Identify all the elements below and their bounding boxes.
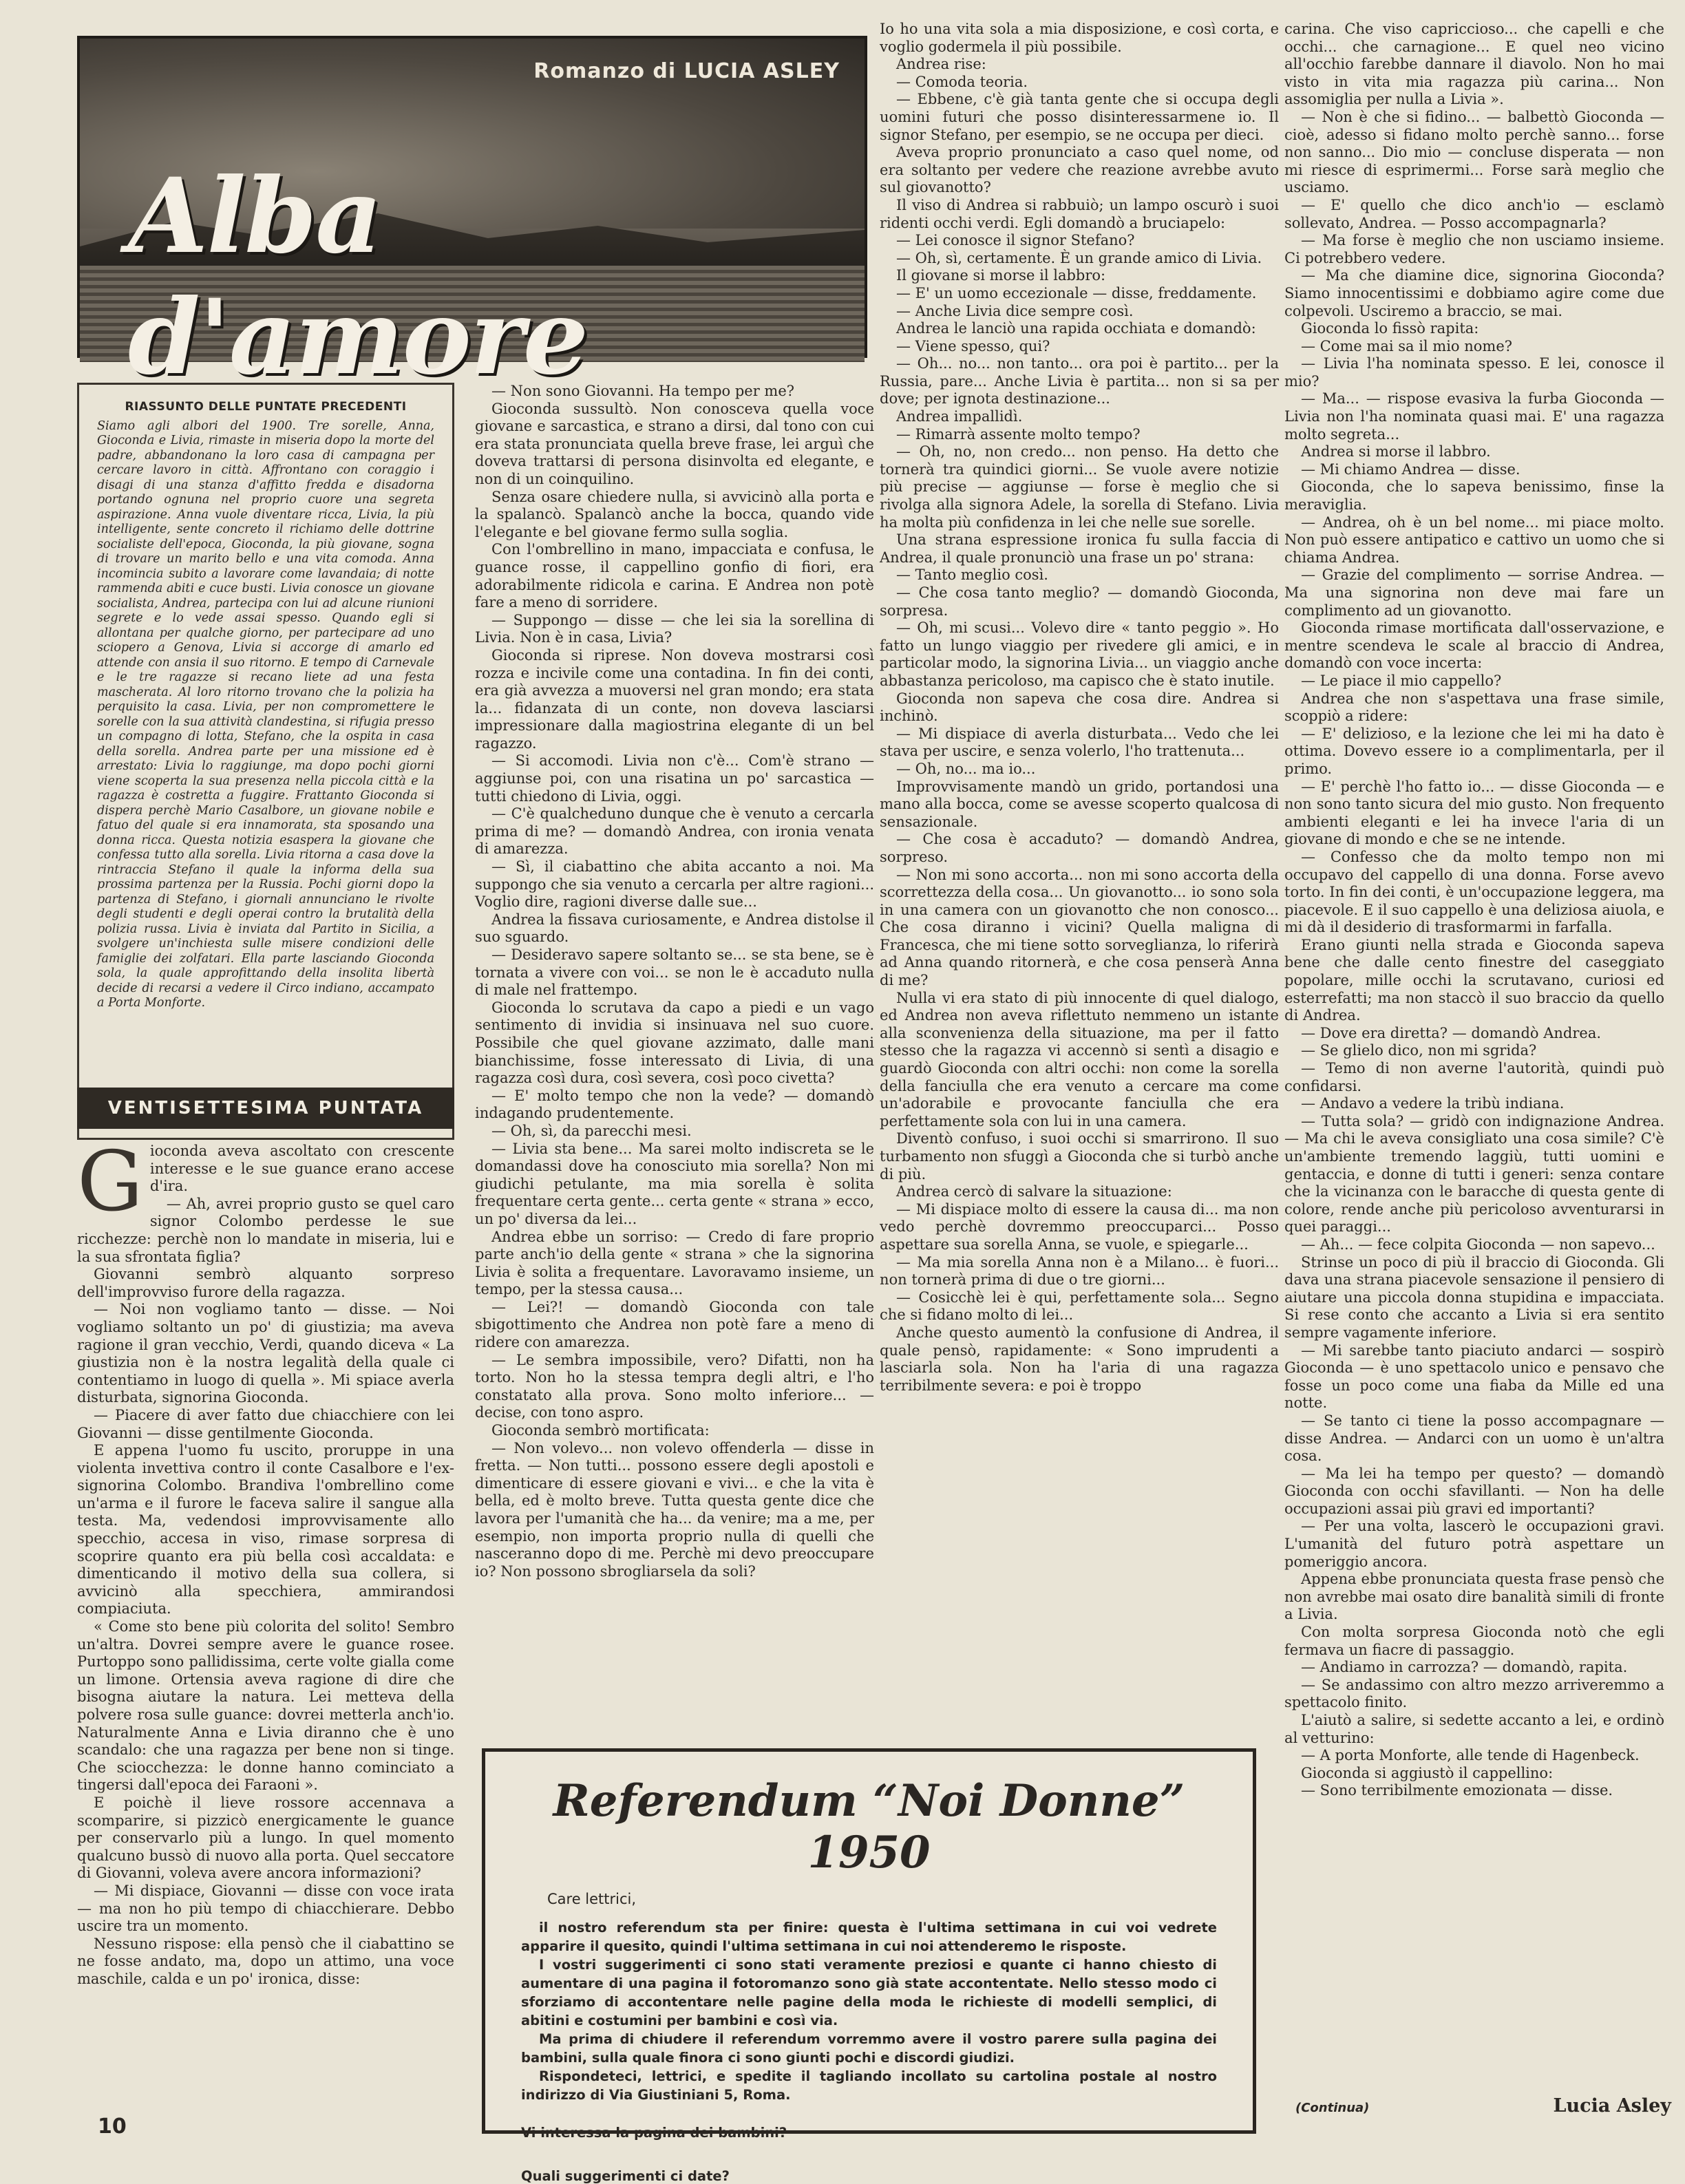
paragraph: — Mi dispiace, Giovanni — disse con voce irata — ma non ho più tempo di chiacchierare. Debbo uscire tra un momento. xyxy=(77,1882,454,1935)
paragraph: Gioconda si aggiustò il cappellino: xyxy=(1301,1764,1554,1781)
paragraph: Gioconda sembrò mortificata: xyxy=(491,1422,710,1439)
episode-banner: VENTISETTESIMA PUNTATA xyxy=(77,1088,454,1129)
paragraph: Una strana espressione ironica fu sulla faccia di Andrea, il quale pronunciò una frase un po' strana: xyxy=(880,531,1279,566)
paragraph: Con molta sorpresa Gioconda notò che egli fermava un fiacre di passaggio. xyxy=(1284,1624,1664,1658)
paragraph: L'aiutò a salire, si sedette accanto a lei, e ordinò al vetturino: xyxy=(1284,1712,1664,1746)
paragraph: Andrea ebbe un sorriso: — Credo di fare proprio parte anch'io della gente « strana » che la signorina Livia è solita a frequentare. Lavoravamo insieme, un tempo, per la stessa causa... xyxy=(475,1228,874,1298)
paragraph: — Se glielo dico, non mi sgrida? xyxy=(1301,1042,1537,1059)
paragraph: — A porta Monforte, alle tende di Hagenbeck. xyxy=(1301,1747,1640,1764)
paragraph: — Che cosa è accaduto? — domandò Andrea, sorpreso. xyxy=(880,831,1279,865)
paragraph: — Ebbene, c'è già tanta gente che si occupa degli uomini futuri che posso disinteressarmene io. Il signor Stefano, per esempio, se ne occupa per dieci. xyxy=(880,91,1279,143)
paragraph: Gioconda rimase mortificata dall'osservazione, e mentre scendeva le scale al braccio di Andrea, domandò con voce incerta: xyxy=(1284,619,1664,672)
paragraph: Erano giunti nella strada e Gioconda sapeva bene che dalle cento finestre del caseggiato popolare, mille occhi la scrutavano, curiosi ed esterrefatti; ma non staccò il suo braccio da quello di Andrea. xyxy=(1284,936,1664,1024)
paragraph: — Rimarrà assente molto tempo? xyxy=(896,425,1141,443)
referendum-paragraph: Rispondeteci, lettrici, e spedite il tagliando incollato su cartolina postale al nostro indirizzo di Via Giustiniani 5, Roma. xyxy=(521,2068,1217,2103)
paragraph: — E' delizioso, e la lezione che lei mi ha dato è ottima. Dovevo essere io a complimentarla, per il primo. xyxy=(1284,725,1664,777)
column-3 xyxy=(880,21,1279,1768)
paragraph: — Ma forse è meglio che non usciamo insieme. Ci potrebbero vedere. xyxy=(1284,232,1664,266)
paragraph: — E' quello che dico anch'io — esclamò sollevato, Andrea. — Posso accompagnarla? xyxy=(1284,196,1664,231)
paragraph: — Ma che diamine dice, signorina Gioconda? Siamo innocentissimi e dobbiamo agire come due colpevoli. Usciremo a braccio, se mai. xyxy=(1284,267,1664,319)
paragraph: Gioconda si riprese. Non doveva mostrarsi così rozza e incivile come una contadina. In fin dei conti, era già avvezza a muoversi nel gran mondo; era stata la... fidanzata di un conte, non doveva lasciarsi impressionare dalla magiostrina elegante di un bel ragazzo. xyxy=(475,646,874,752)
paragraph: Con l'ombrellino in mano, impacciata e confusa, le guance rosse, il cappellino gonfio di fiori, era adorabilmente ridicola e carina. E Andrea non potè fare a meno di sorridere. xyxy=(475,541,874,611)
paragraph: Aveva proprio pronunciato a caso quel nome, od era soltanto per vedere che reazione avrebbe avuto sul giovanotto? xyxy=(880,144,1279,196)
paragraph: — Livia sta bene... Ma sarei molto indiscreta se le domandassi dove ha conosciuto mia sorella? Non mi giudichi petulante, ma mia sorella è solita frequentare certa gente... certa gente « strana » ecco, un po' diversa da lei... xyxy=(475,1140,874,1227)
paragraph: Gioconda lo fissò rapita: xyxy=(1301,320,1479,337)
column-4 xyxy=(1284,21,1664,2102)
paragraph: — Mi dispiace molto di essere la causa di... ma non vedo perchè dovremmo preoccuparci... Posso aspettare sua sorella Anna, se vuole, e spiegarle... xyxy=(880,1200,1279,1253)
paragraph: — Ma... — rispose evasiva la furba Gioconda — Livia non l'ha nominata quasi mai. E' una ragazza molto segreta... xyxy=(1284,390,1664,443)
author-signature: Lucia Asley xyxy=(1553,2095,1671,2117)
paragraph: — Non mi sono accorta... non mi sono accorta della scorrettezza della cosa... Un giovanotto... io sono sola in una camera con un giovanotto che non conosco... Che cosa diranno i vicini? Quella maligna di Francesca, che mi tiene sotto sorveglianza, lo riferirà ad Anna quando ritornerà, e che cosa penserà Anna di me? xyxy=(880,866,1279,989)
novel-title: Alba d'amore xyxy=(128,156,588,398)
summary-box xyxy=(77,383,454,1140)
paragraph: — Sono terribilmente emozionata — disse. xyxy=(1301,1782,1613,1799)
paragraph: Nulla vi era stato di più innocente di quel dialogo, ed Andrea non aveva riflettuto nemmeno un istante alla sconvenienza della situazione, ma per il fatto stesso che la ragazza vi accennò si sentì a disagio e guardò Gioconda con altri occhi: non come la sorella della fanciulla che era venuto a cercare ma come un'adorabile e provocante fanciulla che era perfettamente sola con lui in una camera. xyxy=(880,989,1279,1130)
paragraph: — Oh, no... ma io... xyxy=(896,760,1036,777)
paragraph: — Grazie del complimento — sorrise Andrea. — Ma una signorina non deve mai fare un complimento ad un giovanotto. xyxy=(1284,566,1664,619)
paragraph: Gioconda lo scrutava da capo a piedi e un vago sentimento di invidia si insinuava nel suo cuore. Possibile che quel giovane azzimato, dalle mani bianchissime, fosse interessato di Livia, di una ragazza così dura, così severa, così poco civetta? xyxy=(475,999,874,1087)
summary-text: Siamo agli albori del 1900. Tre sorelle, Anna, Gioconda e Livia, rimaste in miseria dopo la morte del padre, abbandonano la loro casa di campagna per cercare lavoro in città. Affrontano con coraggio i disagi di una stanza d'affitto fredda e disadorna portando ognuna nel proprio cuore una segreta aspirazione. Anna vuole diventare ricca, Livia, la più intelligente, sente concreto il richiamo delle dottrine socialiste dell'epoca, Gioconda, la più giovane, sogna di trovare un marito bello e una vita comoda. Anna incomincia subito a lavorare come lavandaia; di notte rammenda abiti e cuce busti. Livia conosce un giovane socialista, Andrea, partecipa con lui ad alcune riunioni segrete e lo vede assai spesso. Quando egli si allontana per qualche giorno, per partecipare ad uno sciopero a Genova, Livia si accorge di amarlo ed attende con ansia il suo ritorno. E tempo di Carnevale e le tre ragazze si recano liete ad una festa mascherata. Al loro ritorno trovano che la polizia ha perquisito la casa. Livia, per non compromettere le sorelle con la sua attività clandestina, si rifugia presso un compagno di lotta, Stefano, che la ospita in casa della sorella. Andrea parte per una missione ed è arrestato: Livia lo raggiunge, ma dopo pochi giorni viene scoperta la sua presenza nella piccola città e la ragazza è costretta a fuggire. Frattanto Gioconda si dispera perchè Mario Casalbore, un giovane nobile e fatuo del quale si era innamorata, sta sposando una donna ricca. Questa notizia esaspera la giovane che confessa tutto alla sorella. Livia ritorna a casa dove la rintraccia Stefano il quale la informa della sua prossima partenza per la Russia. Pochi giorni dopo la partenza di Stefano, i giornali annunciano le rivolte degli studenti e degli operai contro la brutalità della polizia russa. Livia è inviata dal Partito in Sicilia, a svolgere un'inchiesta sulle misere condizioni delle famiglie dei zolfatari. Ella parte lasciando Gioconda sola, la quale approfittando della insolita libertà decide di recarsi a vedere il Circo indiano, accampato a Porta Monforte. xyxy=(97,418,434,1010)
paragraph: — Non volevo... non volevo offenderla — disse in fretta. — Non tutti... possono essere degli apostoli e dimenticare di essere giovani e vivi... e che la vita è bella, ed è molto breve. Tutta questa gente dice che lavora per l'umanità che ha... da venire; ma a me, per esempio, non importa proprio nulla di quelli che nasceranno dopo di me. Perchè mi devo preoccupare io? Non possono sbrogliarsela da soli? xyxy=(475,1439,874,1580)
paragraph: — Ma lei ha tempo per questo? — domandò Gioconda con occhi sfavillanti. — Non ha delle occupazioni assai più gravi ed importanti? xyxy=(1284,1465,1664,1517)
byline: Romanzo di LUCIA ASLEY xyxy=(533,59,840,83)
paragraph: Senza osare chiedere nulla, si avvicinò alla porta e la spalancò. Spalancò anche la bocca, quando vide l'elegante e bel giovane fermo sulla soglia. xyxy=(475,488,874,540)
referendum-paragraph: I vostri suggerimenti ci sono stati veramente preziosi e quante ci hanno chiesto di aumentare di una pagina il fotoromanzo sono già state accontentate. Nello stesso modo ci sforziamo di accontentare nelle pagine della moda le richieste di modelli semplici, di abitini e costumini per bambini e così via. xyxy=(521,1957,1217,2028)
paragraph: — C'è qualcheduno dunque che è venuto a cercarla prima di me? — domandò Andrea, con ironia venata di amarezza. xyxy=(475,805,874,858)
paragraph: — Oh, mi scusi... Volevo dire « tanto peggio ». Ho fatto un lungo viaggio per rivedere gli amici, e in particolar modo, la signorina Livia... un viaggio anche abbastanza pericoloso, ma capisco che è stato inutile. xyxy=(880,619,1279,689)
paragraph: — Mi chiamo Andrea — disse. xyxy=(1301,460,1520,478)
paragraph: Gioconda, che lo sapeva benissimo, finse la meraviglia. xyxy=(1284,478,1664,513)
paragraph: — E' perchè l'ho fatto io... — disse Gioconda — e non sono tanto sicura del mio gusto. Non frequento ambienti eleganti e lei ha invece l'aria di un giovane di mondo e che se ne intende. xyxy=(1284,778,1664,848)
paragraph: Gioconda sussultò. Non conosceva quella voce giovane e sarcastica, e strano a dirsi, dal tono con cui era stata pronunciata quella breve frase, lei arguì che doveva trattarsi di persona disinvolta ed elegante, e non di un coinquilino. xyxy=(475,400,874,487)
page-number: 10 xyxy=(98,2114,127,2139)
paragraph: Diventò confuso, i suoi occhi si smarrirono. Il suo turbamento non sfuggì a Gioconda che si turbò anche di più. xyxy=(880,1130,1279,1183)
paragraph: — Le piace il mio cappello? xyxy=(1301,672,1502,689)
paragraph: — Viene spesso, qui? xyxy=(896,337,1050,354)
paragraph: ioconda aveva ascoltato con crescente interesse e le sue guance erano accese d'ira. xyxy=(149,1143,454,1195)
paragraph: — Oh, sì, certamente. È un grande amico di Livia. xyxy=(896,249,1262,266)
paragraph: Andrea si morse il labbro. xyxy=(1301,443,1491,460)
column-2 xyxy=(475,383,874,1766)
paragraph: Il giovane si morse il labbro: xyxy=(896,267,1106,284)
paragraph: — Confesso che da molto tempo non mi occupavo del cappello di una donna. Forse avevo torto. In fin dei conti, è un'occupazione leggera, ma piacevole. E il suo cappello è una deliziosa aiuola, e mi dà il desiderio di trasformarmi in farfalla. xyxy=(1284,848,1664,936)
paragraph: Il viso di Andrea si rabbuiò; un lampo oscurò i suoi ridenti occhi verdi. Egli domandò a bruciapelo: xyxy=(880,196,1279,231)
paragraph: « Come sto bene più colorita del solito! Sembro un'altra. Dovrei sempre avere le guance rosee. Purtoppo sono pallidissima, certe volte gialla come un limone. Ortensia aveva ragione di dire che bisogna aiutare la natura. Lei metteva della polvere rosa sulle guance: dovrei metterla anch'io. Naturalmente Anna e Livia diranno che è uno scandalo: che una ragazza per bene non si tinge. Che sciocchezza: le donne hanno cominciato a tingersi dall'epoca dei Faraoni ». xyxy=(77,1618,454,1794)
paragraph: E appena l'uomo fu uscito, proruppe in una violenta invettiva contro il conte Casalbore e l'ex-signorina Colombo. Brandiva l'ombrellino come un'arma e il furore le faceva salire il sangue alla testa. Ma, vedendosi improvvisamente allo specchio, accesa in viso, rimase sorpresa di scoprire quanto era più bella così accaldata: e dimenticando il motivo della sua collera, si avvicinò alla specchiera, ammirandosi compiaciuta. xyxy=(77,1442,454,1618)
paragraph: — Suppongo — disse — che lei sia la sorellina di Livia. Non è in casa, Livia? xyxy=(475,611,874,646)
paragraph: Io ho una vita sola a mia disposizione, e così corta, e voglio godermela il più possibile. xyxy=(880,21,1279,55)
paragraph: Gioconda non sapeva che cosa dire. Andrea si inchinò. xyxy=(880,690,1279,725)
paragraph: — Oh, no, non credo... non penso. Ha detto che tornerà tra quindici giorni... Se vuole avere notizie più precise — aggiunse — forse è meglio che si rivolga alla signora Adele, la sorella di Stefano. Livia ha molta più confidenza in lei che nelle sue sorelle. xyxy=(880,443,1279,531)
continued-label: (Continua) xyxy=(1295,2101,1370,2115)
paragraph: — E' molto tempo che non la vede? — domandò indagando prudentemente. xyxy=(475,1087,874,1122)
paragraph: — Mi dispiace di averla disturbata... Vedo che lei stava per uscire, e senza volerlo, l'ho trattenuta... xyxy=(880,725,1279,760)
referendum-paragraph: il nostro referendum sta per finire: questa è l'ultima settimana in cui voi vedrete apparire il quesito, quindi l'ultima settimana in cui noi attenderemo le risposte. xyxy=(521,1920,1217,1954)
paragraph: Andrea la fissava curiosamente, e Andrea distolse il suo sguardo. xyxy=(475,911,874,946)
paragraph: — Piacere di aver fatto due chiacchiere con lei Giovanni — disse gentilmente Gioconda. xyxy=(77,1406,454,1441)
paragraph: — E' un uomo eccezionale — disse, freddamente. xyxy=(896,284,1257,301)
column-1 xyxy=(77,1134,454,2106)
paragraph: — Comoda teoria. xyxy=(896,73,1028,90)
paragraph: — Livia l'ha nominata spesso. E lei, conosce il mio? xyxy=(1284,355,1664,390)
paragraph: E poichè il lieve rossore accennava a scomparire, si pizzicò energicamente le guance per conservarlo più a lungo. In quel momento qualcuno bussò di nuovo alla porta. Quel seccatore di Giovanni, voleva avere ancora informazioni? xyxy=(77,1794,454,1882)
paragraph: — Oh, sì, da parecchi mesi. xyxy=(491,1122,692,1139)
paragraph: — Si accomodi. Livia non c'è... Com'è strano — aggiunse poi, con una risatina un po' sarcastica — tutti chiedono di Livia, oggi. xyxy=(475,752,874,805)
paragraph: — Andrea, oh è un bel nome... mi piace molto. Non può essere antipatico e cattivo un uomo che si chiama Andrea. xyxy=(1284,513,1664,566)
paragraph: — Se andassimo con altro mezzo arriveremmo a spettacolo finito. xyxy=(1284,1676,1664,1711)
referendum-body xyxy=(521,1918,1217,2104)
paragraph: — Sì, il ciabattino che abita accanto a noi. Ma suppongo che sia venuto a cercarla per altre ragioni... Voglio dire, ragioni diverse dalle sue... xyxy=(475,858,874,911)
paragraph: — Come mai sa il mio nome? xyxy=(1301,337,1513,354)
paragraph: Andrea che non s'aspettava una frase simile, scoppiò a ridere: xyxy=(1284,690,1664,725)
paragraph: Andrea le lanciò una rapida occhiata e domandò: xyxy=(896,320,1256,337)
paragraph: carina. Che viso capriccioso... che capelli e che occhi... che carnagione... E quel neo vicino all'occhio farebbe dannare il diavolo. Non ho mai visto in vita mia ragazza più carina... Non assomiglia per nulla a Livia ». xyxy=(1284,21,1664,108)
paragraph: — Tutta sola? — gridò con indignazione Andrea. — Ma chi le aveva consigliato una cosa simile? C'è un'ambiente tremendo laggiù, tutti uomini e gentaccia, e donne di tutti i generi: senza contare che la vicinanza con le baracche di questa gente di colore, rende anche più pericoloso avventurarsi in quei paraggi... xyxy=(1284,1112,1664,1236)
drop-cap: G xyxy=(77,1134,143,1230)
paragraph: — Ma mia sorella Anna non è a Milano... è fuori... non tornerà prima di due o tre giorni... xyxy=(880,1253,1279,1289)
paragraph: — Tanto meglio così. xyxy=(896,566,1048,584)
referendum-title: Referendum “Noi Donne” 1950 xyxy=(553,1775,1185,1878)
paragraph: — Desideravo sapere soltanto se... se sta bene, se è tornata a vivere con voi... se non le è accaduto nulla di male nel frattempo. xyxy=(475,946,874,999)
referendum-question-2: Quali suggerimenti ci date? xyxy=(521,2168,730,2184)
paragraph: — Oh... no... non tanto... ora poi è partito... per la Russia, pare... Anche Livia è partita... non si sa per dove; per ignota destinazione... xyxy=(880,355,1279,407)
paragraph: — Noi non vogliamo tanto — disse. — Noi vogliamo soltanto un po' di giustizia; ma aveva ragione il gran vecchio, Verdi, quando diceva « La giustizia non è la nostra legalità della quale ci contentiamo in luogo di quella ». Mi spiace averla disturbata, signorina Gioconda. xyxy=(77,1301,454,1406)
paragraph: Giovanni sembrò alquanto sorpreso dell'improvviso furore della ragazza. xyxy=(77,1266,454,1300)
paragraph: — Andavo a vedere la tribù indiana. xyxy=(1301,1095,1565,1112)
paragraph: — Andiamo in carrozza? — domandò, rapita. xyxy=(1301,1659,1628,1676)
paragraph: Appena ebbe pronunciata questa frase pensò che non avrebbe mai osato dire banalità simili di fronte a Livia. xyxy=(1284,1571,1664,1623)
paragraph: Strinse un poco di più il braccio di Gioconda. Gli dava una strana piacevole sensazione il pensiero di aiutare una piccola donna stupidina e impacciata. Si rese conto che accanto a Livia si era sentito sempre vagamente inferiore. xyxy=(1284,1253,1664,1341)
paragraph: — Lei?! — domandò Gioconda con tale sbigottimento che Andrea non potè fare a meno di ridere con amarezza. xyxy=(475,1298,874,1351)
paragraph: — Anche Livia dice sempre così. xyxy=(896,302,1134,319)
paragraph: — Cosicchè lei è qui, perfettamente sola... Segno che si fidano molto di lei... xyxy=(880,1289,1279,1324)
paragraph: — Ah... — fece colpita Gioconda — non sapevo... xyxy=(1301,1236,1655,1253)
paragraph: — Per una volta, lascerò le occupazioni gravi. L'umanità del futuro potrà aspettare un pomeriggio ancora. xyxy=(1284,1518,1664,1570)
paragraph: — Temo di non averne l'autorità, quindi può confidarsi. xyxy=(1284,1060,1664,1094)
paragraph: — Che cosa tanto meglio? — domandò Gioconda, sorpresa. xyxy=(880,584,1279,619)
paragraph: Andrea cercò di salvare la situazione: xyxy=(896,1183,1172,1200)
referendum-question-1: Vi interessa la pagina dei bambini? xyxy=(521,2125,787,2141)
paragraph: — Non è che si fidino... — balbettò Gioconda — cioè, adesso si fidano molto perchè sanno... forse non sanno... Dio mio — concluse disperata — non mi riesce di esprimermi... Forse sarà meglio che usciamo. xyxy=(1284,108,1664,196)
paragraph: Andrea rise: xyxy=(896,56,986,73)
paragraph: — Non sono Giovanni. Ha tempo per me? xyxy=(491,383,795,399)
paragraph: Improvvisamente mandò un grido, portandosi una mano alla bocca, come se avesse scoperto qualcosa di sensazionale. xyxy=(880,778,1279,830)
paragraph: — Lei conosce il signor Stefano? xyxy=(896,232,1135,249)
paragraph: Anche questo aumentò la confusione di Andrea, il quale pensò, rapidamente: « Sono imprudenti a lasciarla sola. Non ha l'aria di una ragazza terribilmente severa: e poi è troppo xyxy=(880,1324,1279,1394)
paragraph: — Mi sarebbe tanto piaciuto andarci — sospirò Gioconda — è uno spettacolo unico e pensavo che fosse un poco come una fiaba da Mille ed una notte. xyxy=(1284,1342,1664,1412)
paragraph: — Le sembra impossibile, vero? Difatti, non ha torto. Non ho la stessa tempra degli altri, e l'ho constatato alla prova. Sono molto inferiore... — decise, con tono aspro. xyxy=(475,1351,874,1421)
referendum-paragraph: Ma prima di chiudere il referendum vorremmo avere il vostro parere sulla pagina dei bambini, sulla quale finora ci sono giunti pochi e discordi giudizi. xyxy=(521,2031,1217,2066)
paragraph: — Ah, avrei proprio gusto se quel caro signor Colombo perdesse le sue ricchezze: perchè non lo mandate in miseria, lui e la sua sfrontata figlia? xyxy=(77,1195,454,1265)
paragraph: — Se tanto ci tiene la posso accompagnare — disse Andrea. — Andarci con un uomo è un'altra cosa. xyxy=(1284,1412,1664,1465)
paragraph: — Dove era diretta? — domandò Andrea. xyxy=(1301,1024,1602,1041)
referendum-salutation: Care lettrici, xyxy=(547,1891,637,1907)
paragraph: Nessuno rispose: ella pensò che il ciabattino se ne fosse andato, ma, dopo un attimo, una voce maschile, calda e un po' ironica, disse: xyxy=(77,1935,454,1987)
paragraph: Andrea impallidì. xyxy=(896,408,1023,425)
referendum-box xyxy=(482,1748,1256,2184)
summary-heading: RIASSUNTO DELLE PUNTATE PRECEDENTI xyxy=(125,400,407,414)
